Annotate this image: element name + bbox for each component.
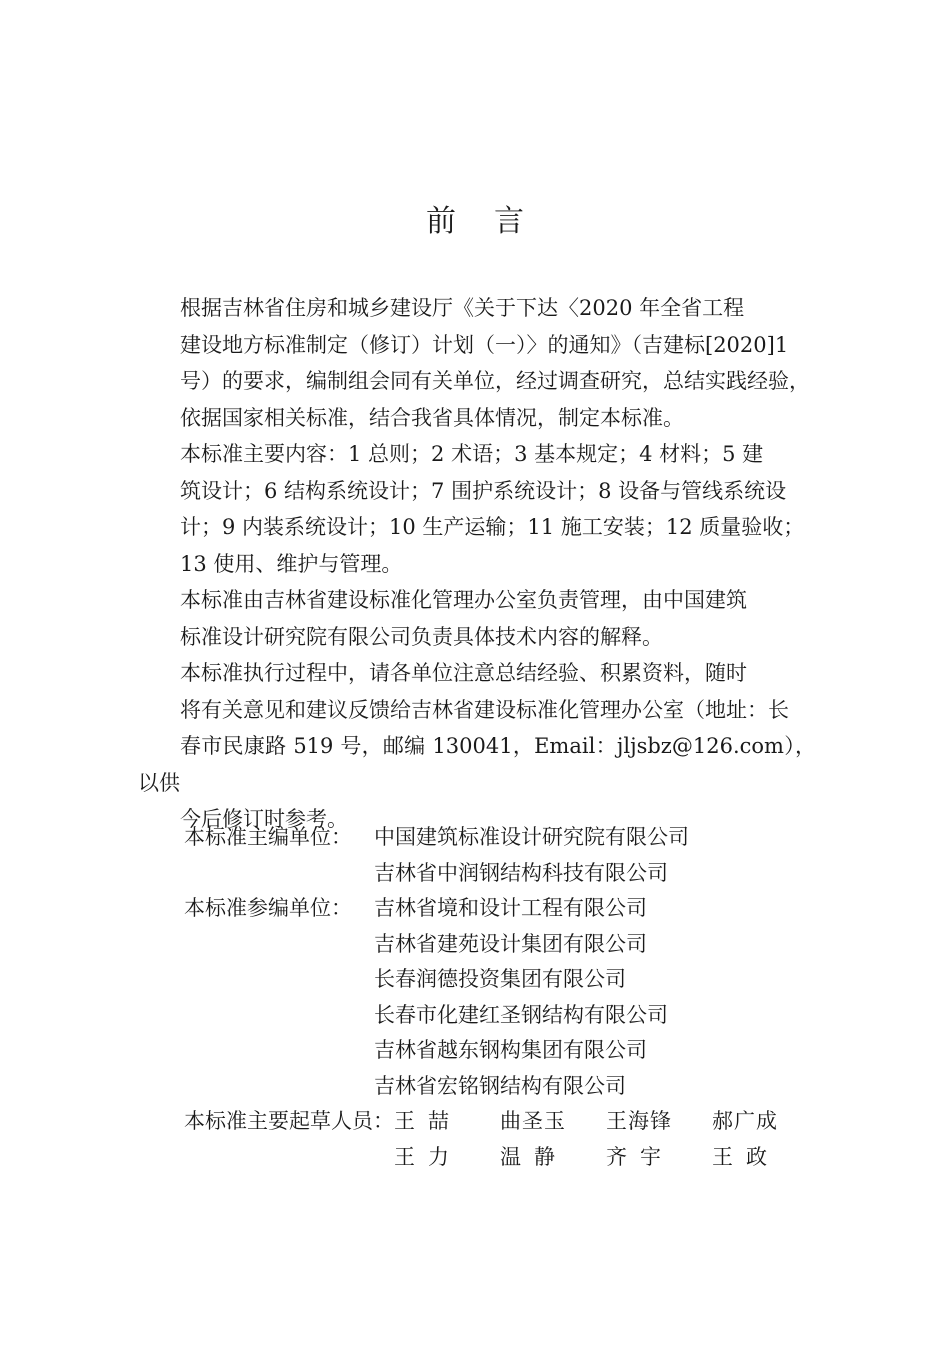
text-line: 号）的要求，编制组会同有关单位，经过调查研究，总结实践经验， (180, 369, 810, 393)
text-line: 筑设计；6 结构系统设计；7 围护系统设计；8 设备与管线系统设 (180, 478, 787, 503)
unit-name: 吉林省越东钢构集团有限公司 (374, 1038, 647, 1062)
drafters-row (394, 1104, 818, 1140)
unit-name: 吉林省中润钢结构科技有限公司 (374, 860, 668, 885)
unit-name: 长春润德投资集团有限公司 (374, 967, 626, 991)
unit-name: 吉林省宏铭钢结构有限公司 (374, 1073, 626, 1098)
drafter-name: 郝广成 (712, 1109, 778, 1133)
text-line: 依据国家相关标准，结合我省具体情况，制定本标准。 (180, 405, 684, 430)
page-title: 前言 (426, 204, 562, 239)
drafter-name: 温静 (500, 1144, 568, 1169)
paragraph-feedback (138, 655, 816, 838)
text-line: 今后修订时参考。 (180, 807, 348, 831)
text-line: 根据吉林省住房和城乡建设厅《关于下达〈2020 年全省工程 (180, 296, 745, 320)
text-line: 本标准主要内容：1 总则；2 术语；3 基本规定；4 材料；5 建 (180, 442, 764, 466)
participant-units (184, 891, 834, 1104)
unit-name: 吉林省境和设计工程有限公司 (374, 896, 647, 920)
unit-name: 长春市化建红圣钢结构有限公司 (374, 1002, 668, 1027)
drafter-name: 王力 (394, 1144, 462, 1169)
chief-editor-units (184, 820, 834, 891)
unit-name: 中国建筑标准设计研究院有限公司 (374, 825, 689, 849)
drafters (184, 1104, 834, 1175)
text-line: 本标准由吉林省建设标准化管理办公室负责管理，由中国建筑 (180, 588, 747, 612)
drafter-name: 王喆 (394, 1109, 462, 1133)
text-line: 春市民康路 519 号，邮编 130041，Email：jljsbz@126.com），以供 (138, 734, 816, 795)
drafter-name: 王海锋 (606, 1109, 672, 1133)
text-line: 13 使用、维护与管理。 (180, 551, 403, 576)
paragraph-contents (138, 436, 816, 582)
drafters-row (394, 1140, 818, 1176)
text-line: 计；9 内装系统设计；10 生产运输；11 施工安装；12 质量验收； (180, 515, 805, 539)
credits-section (184, 820, 834, 1175)
text-line: 建设地方标准制定（修订）计划（一）〉的通知》（吉建标[2020]1 (180, 332, 789, 357)
paragraph-management (138, 582, 816, 655)
paragraph-basis (138, 290, 816, 436)
text-line: 将有关意见和建议反馈给吉林省建设标准化管理办公室（地址：长 (180, 697, 789, 722)
preface-body (138, 290, 816, 838)
chief-editor-label: 本标准主编单位： (184, 825, 352, 849)
drafter-name: 齐宇 (606, 1144, 674, 1169)
drafter-name: 王政 (712, 1144, 780, 1169)
text-line: 标准设计研究院有限公司负责具体技术内容的解释。 (180, 624, 663, 649)
drafter-name: 曲圣玉 (500, 1109, 566, 1133)
text-line: 本标准执行过程中，请各单位注意总结经验、积累资料，随时 (180, 661, 747, 685)
drafters-label: 本标准主要起草人员： (184, 1109, 394, 1133)
participant-label: 本标准参编单位： (184, 896, 352, 920)
unit-name: 吉林省建苑设计集团有限公司 (374, 931, 647, 956)
